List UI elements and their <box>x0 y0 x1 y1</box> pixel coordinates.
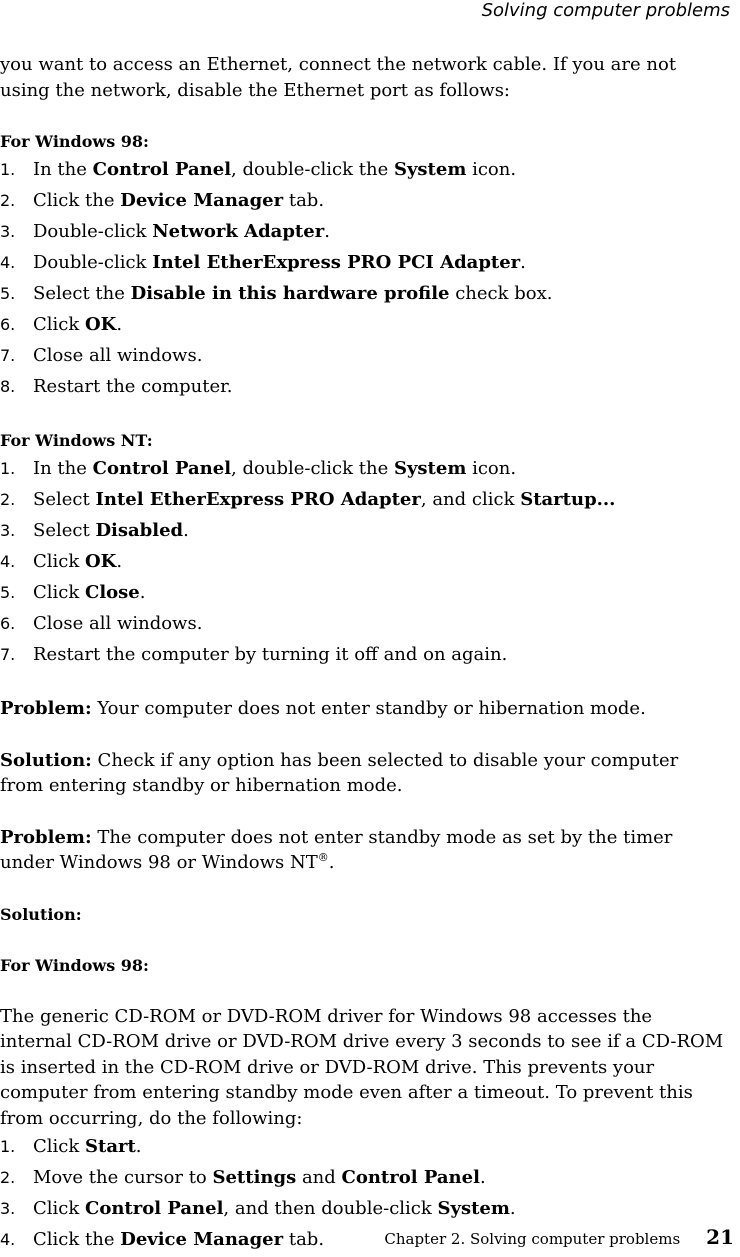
step-number: 1. <box>0 1137 16 1156</box>
step-segment: icon. <box>466 159 517 180</box>
ui-term: Device Manager <box>120 1229 284 1250</box>
ui-term: Device Manager <box>120 190 284 211</box>
solution-text: Check if any option has been selected to disable your computer from entering standby or hibernation mode. <box>0 749 679 796</box>
step-segment: . <box>139 582 146 603</box>
step-segment: , double-click the <box>231 458 394 479</box>
ui-term: Control Panel <box>92 159 232 180</box>
ui-term: System <box>393 159 467 180</box>
problem-label: Problem: <box>0 826 92 848</box>
step-segment: . <box>520 252 526 273</box>
step-number: 2. <box>0 191 16 210</box>
list-item <box>0 1162 725 1193</box>
step-segment: Restart the computer by turning it off and on again. <box>33 644 508 665</box>
list-item <box>0 216 725 247</box>
page-number: 21 <box>706 1225 734 1249</box>
step-text <box>33 278 553 309</box>
step-text <box>33 247 526 278</box>
step-segment: Select <box>33 520 96 541</box>
step-text <box>33 1224 324 1255</box>
solution-label: Solution: <box>0 749 92 771</box>
step-text <box>33 340 202 371</box>
problem-label: Problem: <box>0 698 92 719</box>
list-item <box>0 340 725 371</box>
ui-term: Control Panel <box>92 458 232 479</box>
step-number: 5. <box>0 583 16 602</box>
step-segment: Click <box>33 582 85 603</box>
list-item <box>0 371 725 402</box>
list-item <box>0 515 725 546</box>
step-text <box>33 546 122 577</box>
step-text <box>33 577 146 608</box>
win98-heading-2: For Windows 98: <box>0 955 149 975</box>
ui-term: Intel EtherExpress PRO PCI Adapter <box>152 252 521 273</box>
step-segment: . <box>479 1167 486 1188</box>
list-item <box>0 278 725 309</box>
ui-term: System <box>437 1198 510 1219</box>
ui-term: Start <box>85 1136 136 1157</box>
winnt-steps <box>0 453 725 670</box>
step-text <box>33 371 233 402</box>
solution-standby-hibernation <box>0 748 725 799</box>
step-number: 8. <box>0 377 16 396</box>
solution-heading: Solution: <box>0 904 82 924</box>
step-text <box>33 309 122 340</box>
problem-standby-timer <box>0 825 725 876</box>
list-item <box>0 154 725 185</box>
list-item <box>0 577 725 608</box>
ui-term: System <box>393 458 467 479</box>
step-text <box>33 515 189 546</box>
ui-term: OK <box>85 314 117 335</box>
registered-mark: ® <box>317 851 329 864</box>
step-number: 3. <box>0 521 16 540</box>
step-text <box>33 608 202 639</box>
step-segment: Click <box>33 1198 85 1219</box>
step-number: 4. <box>0 552 16 571</box>
step-text <box>33 216 330 247</box>
step-segment: Close all windows. <box>33 613 203 634</box>
step-number: 3. <box>0 1199 16 1218</box>
ui-term: OK <box>85 551 117 572</box>
step-number: 7. <box>0 645 16 664</box>
page-footer <box>384 1225 734 1249</box>
step-text <box>33 484 615 515</box>
step-segment: check box. <box>449 283 553 304</box>
step-number: 2. <box>0 490 16 509</box>
step-segment: . <box>509 1198 516 1219</box>
list-item <box>0 546 725 577</box>
step-segment: Restart the computer. <box>33 376 233 397</box>
step-segment: In the <box>33 159 93 180</box>
step-number: 4. <box>0 253 16 272</box>
step-segment: , and click <box>420 489 521 510</box>
step-segment: tab. <box>283 1229 325 1250</box>
ui-term: Network Adapter <box>152 221 325 242</box>
step-number: 5. <box>0 284 16 303</box>
win98-heading: For Windows 98: <box>0 132 149 151</box>
step-segment: , double-click the <box>231 159 394 180</box>
step-segment: Double-click <box>33 252 153 273</box>
list-item <box>0 484 725 515</box>
step-number: 6. <box>0 315 16 334</box>
step-number: 2. <box>0 1168 16 1187</box>
ui-term: Settings <box>212 1167 297 1188</box>
list-item <box>0 247 725 278</box>
list-item <box>0 185 725 216</box>
step-segment: Select <box>33 489 96 510</box>
step-segment: , and then double-click <box>223 1198 438 1219</box>
step-segment: and <box>296 1167 342 1188</box>
step-number: 7. <box>0 346 16 365</box>
step-text <box>33 453 516 484</box>
problem-text: The computer does not enter standby mode as set by the timer under Windows 98 or Windows NT <box>0 826 673 873</box>
running-header: Solving computer problems <box>481 0 730 21</box>
ui-term: Intel EtherExpress PRO Adapter <box>95 489 421 510</box>
cdrom-paragraph: The generic CD-ROM or DVD-ROM driver for Windows 98 accesses the internal CD-ROM drive or DVD-ROM drive every 3 seconds to see if a CD-ROM is inserted in the CD-ROM drive or DVD-ROM drive. This prevents your computer from entering standby mode even after a timeout. To prevent this from occurring, do the following: <box>0 1005 724 1129</box>
list-item <box>0 1131 725 1162</box>
step-segment: . <box>116 314 123 335</box>
step-text <box>33 1193 516 1224</box>
footer-chapter: Chapter 2. Solving computer problems <box>384 1230 681 1248</box>
ui-term: Control Panel <box>341 1167 480 1188</box>
step-segment: Move the cursor to <box>33 1167 213 1188</box>
step-number: 1. <box>0 160 16 179</box>
step-segment: . <box>183 520 189 541</box>
win98-steps <box>0 154 725 402</box>
list-item <box>0 453 725 484</box>
step-segment: icon. <box>466 458 517 479</box>
step-segment: In the <box>33 458 93 479</box>
step-number: 4. <box>0 1230 16 1249</box>
step-segment: . <box>116 551 123 572</box>
step-segment: Click <box>33 1136 85 1157</box>
step-text <box>33 185 324 216</box>
intro-paragraph: you want to access an Ethernet, connect the network cable. If you are not using the network, disable the Ethernet port as follows: <box>0 54 677 101</box>
step-segment: Click <box>33 314 85 335</box>
step-segment: Close all windows. <box>33 345 203 366</box>
list-item <box>0 639 725 670</box>
problem-end: . <box>328 852 335 873</box>
ui-term: Disable in this hardware profile <box>130 283 450 304</box>
step-number: 3. <box>0 222 16 241</box>
step-text <box>33 639 507 670</box>
ui-term: Close <box>85 582 140 603</box>
step-segment: Double-click <box>33 221 153 242</box>
step-segment: Select the <box>33 283 131 304</box>
step-segment: Click the <box>33 190 121 211</box>
ui-term: Control Panel <box>85 1198 224 1219</box>
page-content <box>0 52 725 1255</box>
step-segment: tab. <box>283 190 325 211</box>
step-text <box>33 1131 142 1162</box>
list-item <box>0 1193 725 1224</box>
step-text <box>33 154 516 185</box>
ui-term: Disabled <box>95 520 184 541</box>
step-number: 6. <box>0 614 16 633</box>
ui-term: Startup... <box>520 489 616 510</box>
step-segment: Click the <box>33 1229 121 1250</box>
step-text <box>33 1162 486 1193</box>
problem-text: Your computer does not enter standby or hibernation mode. <box>91 698 646 719</box>
step-number: 1. <box>0 459 16 478</box>
step-segment: Click <box>33 551 85 572</box>
list-item <box>0 608 725 639</box>
list-item <box>0 309 725 340</box>
step-segment: . <box>135 1136 142 1157</box>
step-segment: . <box>324 221 330 242</box>
winnt-heading: For Windows NT: <box>0 431 153 450</box>
problem-standby-hibernation <box>0 696 725 722</box>
